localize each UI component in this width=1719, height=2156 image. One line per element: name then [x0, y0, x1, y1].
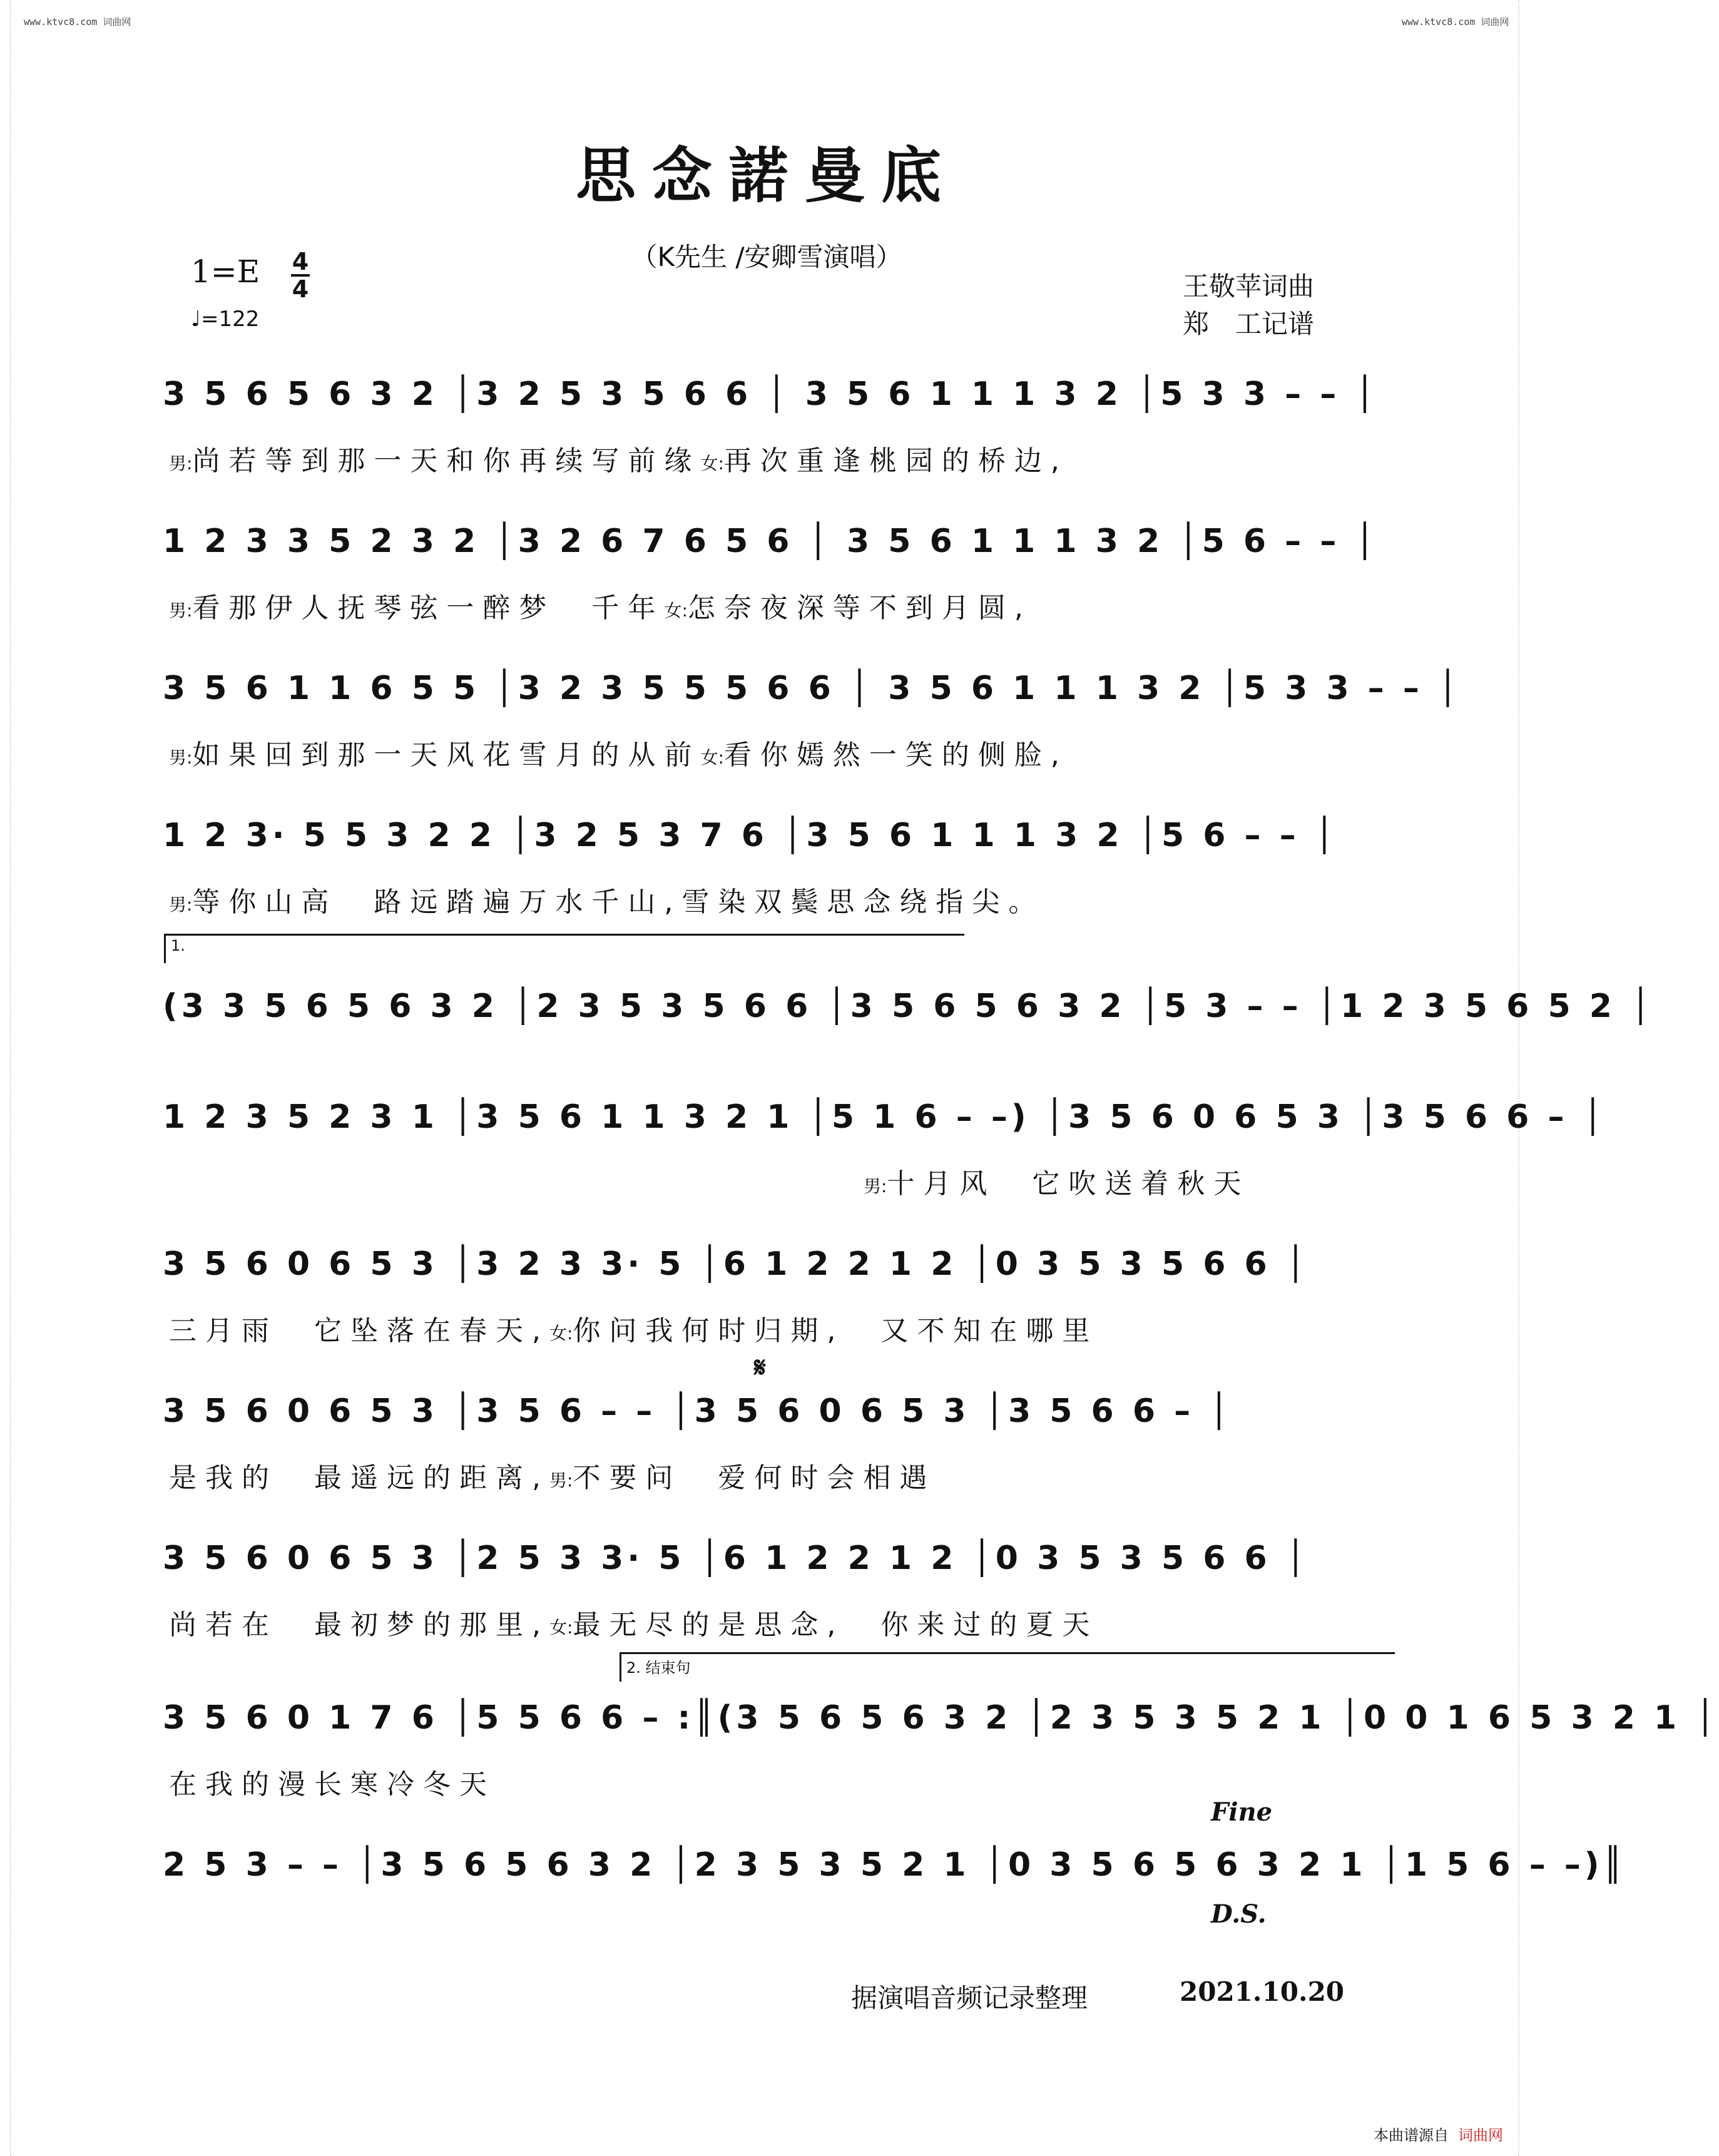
notation-line: 3 5 6 0 6 5 3 │2 5 3 3· 5 │6 1 2 2 1 2 │0 3 5 3 5 6 6 │ [163, 1540, 1310, 1577]
fine-marking: Fine [1211, 1797, 1273, 1827]
lyrics-text: 不要问 爱何时会相遇 [573, 1462, 936, 1494]
lyrics-text: 最无尽的是思念, 你来过的夏天 [573, 1609, 1099, 1641]
notation-line: 1 2 3 5 2 3 1 │3 5 6 1 1 3 2 1 │5 1 6 – –) │3 5 6 0 6 5 3 │3 5 6 6 – │ [163, 1098, 1606, 1136]
singer-label: 女: [664, 600, 688, 621]
lyrics-line [864, 1161, 1383, 1201]
lyrics-text: 尚若等到那一天和你再续写前缘 [192, 445, 701, 477]
lyrics-line [169, 1308, 1383, 1348]
notation-line: (3 3 5 6 5 6 3 2 │2 3 5 3 5 6 6 │3 5 6 5 6 3 2 │5 3 – – │1 2 3 5 6 5 2 │ [163, 988, 1655, 1025]
lyrics-line [169, 1602, 1383, 1642]
notation-line: 2 5 3 – – │3 5 6 5 6 3 2 │2 3 5 3 5 2 1 │0 3 5 6 5 6 3 2 1 │1 5 6 – –)║ [163, 1846, 1626, 1884]
tempo-marking: ♩=122 [191, 307, 260, 332]
lyrics-text: 你问我何时归期, 又不知在哪里 [573, 1315, 1099, 1347]
ds-marking: D.S. [1211, 1899, 1267, 1929]
time-signature [291, 249, 310, 302]
time-signature-numerator: 4 [292, 248, 309, 275]
singer-label: 女: [700, 747, 724, 768]
notation-line: 3 5 6 0 1 7 6 │5 5 6 6 – :║(3 5 6 5 6 3 2 │2 3 5 3 5 2 1 │0 0 1 6 5 3 2 1 │ [163, 1699, 1719, 1737]
singer-label: 男: [169, 747, 193, 768]
lyrics-text: 是我的 最遥远的距离, [169, 1462, 549, 1494]
singer-label: 男: [169, 894, 193, 915]
song-subtitle: （K先生 /安卿雪演唱） [631, 242, 902, 272]
site-watermark-left: www.ktvc8.com 词曲网 [24, 16, 131, 28]
lyrics-line [169, 732, 1383, 772]
notation-line: 1 2 3 3 5 2 3 2 │3 2 6 7 6 5 6 │ 3 5 6 1 1 1 3 2 │5 6 – – │ [163, 523, 1379, 560]
lyrics-text: 在我的漫长寒冷冬天 [169, 1769, 496, 1801]
lyrics-text: 三月雨 它坠落在春天, [169, 1315, 549, 1347]
time-signature-denominator: 4 [292, 275, 309, 303]
lyrics-line [169, 1455, 1383, 1495]
singer-label: 女: [700, 453, 724, 474]
notation-line: 3 5 6 0 6 5 3 │3 2 3 3· 5 │6 1 2 2 1 2 │0 3 5 3 5 6 6 │ [163, 1245, 1310, 1283]
singer-label: 女: [549, 1323, 573, 1344]
lyrics-text: 十月风 它吹送着秋天 [887, 1168, 1250, 1200]
notation-line: 3 5 6 0 6 5 3 │3 5 6 – – │3 5 6 0 6 5 3 │3 5 6 6 – │ [163, 1392, 1233, 1430]
segno-sign: 𝄋 [754, 1352, 766, 1384]
source-note: 本曲谱源自 [1374, 2127, 1449, 2144]
site-watermark-right: www.ktvc8.com 词曲网 [1402, 16, 1509, 28]
right-dotted-edge [1518, 0, 1533, 2156]
first-ending-bracket: 1. [164, 934, 964, 963]
notation-line: 3 5 6 5 6 3 2 │3 2 5 3 5 6 6 │ 3 5 6 1 1 1 3 2 │5 3 3 – – │ [163, 376, 1379, 413]
lyrics-text: 尚若在 最初梦的那里, [169, 1609, 549, 1641]
notation-line: 1 2 3· 5 5 3 2 2 │3 2 5 3 7 6 │3 5 6 1 1 1 3 2 │5 6 – – │ [163, 817, 1339, 854]
lyrics-text: 等你山高 路远踏遍万水千山,雪染双鬓思念绕指尖。 [192, 886, 1045, 918]
lyrics-line [169, 585, 1383, 625]
lyrics-text: 再次重逢桃园的桥边, [723, 445, 1068, 477]
lyrics-text: 如果回到那一天风花雪月的从前 [192, 739, 701, 771]
transcription-date: 2021.10.20 [1180, 1976, 1345, 2007]
singer-label: 男: [864, 1176, 887, 1197]
singer-label: 男: [549, 1470, 573, 1491]
lyrics-text: 看那伊人抚琴弦一醉梦 千年 [192, 592, 665, 624]
left-dotted-edge [10, 0, 25, 2156]
second-ending-bracket: 2. 结束句 [620, 1652, 1395, 1682]
lyrics-text: 怎奈夜深等不到月圆, [687, 592, 1032, 624]
singer-label: 女: [549, 1617, 573, 1638]
source-site-logo: 词曲网 [1458, 2127, 1503, 2144]
singer-label: 男: [169, 453, 193, 474]
lyrics-line [169, 438, 1383, 478]
transcription-note: 据演唱音频记录整理 [851, 1983, 1088, 2013]
lyrics-line [169, 1762, 1383, 1802]
singer-label: 男: [169, 600, 193, 621]
notation-line: 3 5 6 1 1 6 5 5 │3 2 3 5 5 5 6 6 │ 3 5 6 1 1 1 3 2 │5 3 3 – – │ [163, 670, 1462, 707]
key-signature: 1=E [191, 253, 260, 290]
song-title: 思念諾曼底 [576, 141, 957, 211]
lyrics-line [169, 879, 1383, 919]
composer-credit: 王敬苹词曲 [1183, 271, 1315, 302]
transcriber-credit: 郑 工记谱 [1183, 309, 1315, 339]
lyrics-text: 看你嫣然一笑的侧脸, [723, 739, 1068, 771]
